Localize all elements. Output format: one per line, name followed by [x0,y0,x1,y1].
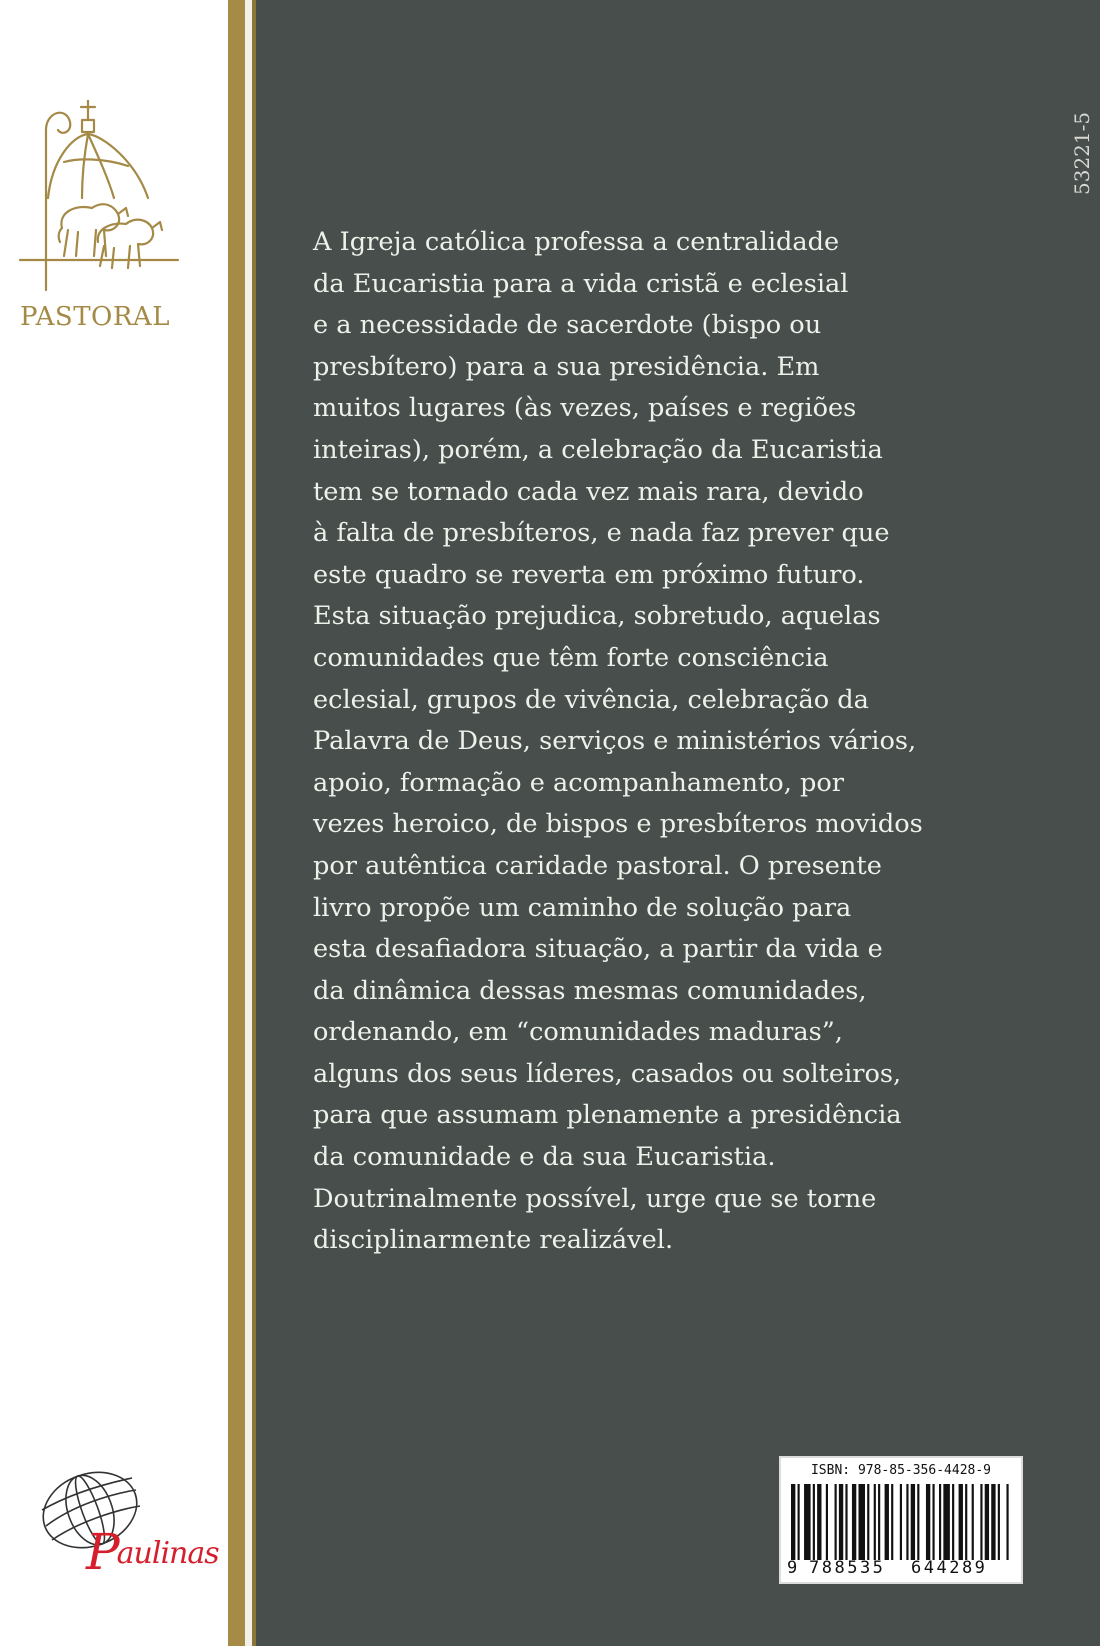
barcode-bar [965,1484,967,1560]
blurb-line: e a necessidade de sacerdote (bispo ou [313,310,822,341]
barcode-bar [991,1484,995,1560]
catalog-code [1040,100,1094,220]
paulinas-initial: P [86,1523,119,1581]
barcode-bar [878,1484,880,1560]
barcode-bar [817,1484,821,1560]
barcode-bar [959,1484,963,1560]
blurb-line: esta desafiadora situação, a partir da vida e [313,934,883,965]
blurb-line: ordenando, em “comunidades maduras”, [313,1017,843,1048]
barcode-bar [911,1484,915,1560]
barcode-bar [917,1484,919,1560]
blurb-line: da comunidade e da sua Eucaristia. [313,1142,776,1173]
barcode-bar [798,1484,800,1560]
barcode-digit-lead: 9 [787,1558,798,1578]
blurb-line: vezes heroico, de bispos e presbíteros movidos [313,809,923,840]
barcode-bar [998,1484,1000,1560]
barcode-bar [813,1484,815,1560]
barcode-bar [804,1484,811,1560]
blurb-line: eclesial, grupos de vivência, celebração da [313,684,869,715]
catalog-code-text: 53221-5 [1070,111,1094,195]
barcode-bar [867,1484,869,1560]
barcode-bar [839,1484,843,1560]
barcode-digit-group-right: 644289 [911,1558,988,1578]
barcode-bar [885,1484,889,1560]
barcode-bar [891,1484,893,1560]
barcode-bar [874,1484,876,1560]
blurb-line: da dinâmica dessas mesmas comunidades, [313,975,867,1006]
barcode-digits [787,1558,1017,1578]
barcode-bar [972,1484,974,1560]
blurb-line: por autêntica caridade pastoral. O presente [313,850,882,881]
blurb-line: Doutrinalmente possível, urge que se torne [313,1183,877,1214]
gold-border-bar [228,0,245,1646]
isbn-barcode [779,1456,1023,1584]
thin-white-line [245,0,252,1646]
barcode-bar [900,1484,902,1560]
blurb-line: livro propõe um caminho de solução para [313,892,852,923]
barcode-bar [985,1484,989,1560]
blurb-line: muitos lugares (às vezes, países e regiões [313,393,857,424]
pastoral-series-logo [18,100,186,300]
blurb-line: inteiras), porém, a celebração da Eucaristia [313,434,883,465]
blurb-line: tem se tornado cada vez mais rara, devido [313,476,864,507]
barcode-bars [791,1484,1013,1560]
barcode-bar [845,1484,847,1560]
barcode-bar [906,1484,908,1560]
blurb-line: para que assumam plenamente a presidência [313,1100,902,1131]
barcode-bar [791,1484,795,1560]
pastoral-series-label: PASTORAL [20,302,170,332]
barcode-bar [932,1484,934,1560]
blurb-line: Esta situação prejudica, sobretudo, aquelas [313,601,881,632]
barcode-bar [943,1484,950,1560]
isbn-text: ISBN: 978-85-356-4428-9 [810,1463,991,1478]
paulinas-rest: aulinas [116,1536,219,1571]
barcode-bar [926,1484,930,1560]
blurb-line: disciplinarmente realizável. [313,1225,674,1256]
blurb-line: alguns dos seus líderes, casados ou solteiros, [313,1058,902,1089]
barcode-bar [826,1484,828,1560]
barcode-bar [852,1484,856,1560]
blurb-line: comunidades que têm forte consciência [313,642,829,673]
blurb-line: Palavra de Deus, serviços e ministérios vários, [313,726,917,757]
barcode-bar [1006,1484,1008,1560]
blurb-line: presbítero) para a sua presidência. Em [313,351,820,382]
blurb-line: da Eucaristia para a vida cristã e eclesial [313,268,849,299]
blurb-line: A Igreja católica professa a centralidade [313,227,840,257]
barcode-digit-group-left: 788535 [809,1558,886,1578]
blurb-line: à falta de presbíteros, e nada faz prever que [313,518,890,549]
barcode-bar [939,1484,941,1560]
barcode-bar [952,1484,954,1560]
blurb-line: apoio, formação e acompanhamento, por [313,767,845,798]
barcode-bar [835,1484,837,1560]
barcode-bar [980,1484,982,1560]
barcode-bar [858,1484,865,1560]
back-cover-blurb [313,222,933,1262]
blurb-line: este quadro se reverta em próximo futuro. [313,559,865,590]
paulinas-wordmark [86,1517,219,1581]
